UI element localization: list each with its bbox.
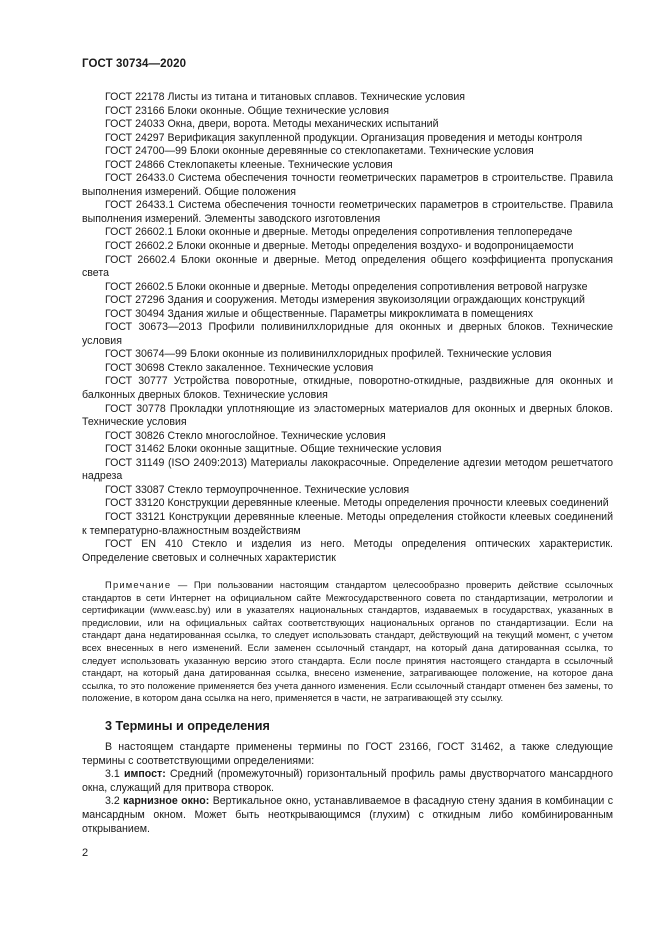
note-paragraph [82,579,613,705]
section-3-body [82,741,613,836]
reference-item: ГОСТ 22178 Листы из титана и титановых сплавов. Технические условия [105,91,466,103]
reference-item: ГОСТ 30826 Стекло многослойное. Технические условия [105,429,386,442]
term-definition [82,768,613,795]
page-number: 2 [82,847,89,859]
references-note [82,579,613,705]
term-definition [82,795,613,836]
term-name: карнизное окно: [123,795,210,808]
reference-item: ГОСТ 26602.4 Блоки оконные и дверные. Метод определения общего коэффициента пропускания света [82,253,613,280]
reference-item: ГОСТ 24297 Верификация закупленной продукции. Организация проведения и методы контроля [105,131,583,144]
reference-item: ГОСТ 30673—2013 Профили поливинилхлоридные для оконных и дверных блоков. Технические условия [82,321,613,347]
reference-item: ГОСТ 30777 Устройства поворотные, откидные, поворотно-откидные, раздвижные для оконных и балконных дверных блоков. Технические условия [82,375,613,402]
reference-item: ГОСТ 26602.5 Блоки оконные и дверные. Методы определения сопротивления ветровой нагрузке [105,280,588,293]
reference-item: ГОСТ 30494 Здания жилые и общественные. Параметры микроклимата в помещениях [105,307,534,320]
section-3-title: 3 Термины и определения [105,719,270,733]
term-number: 3.1 [105,768,120,781]
reference-item: ГОСТ 26433.1 Система обеспечения точности геометрических параметров в строительстве. Правила выполнения измерений. Элементы заводского изготовления [82,199,613,225]
reference-item: ГОСТ 23166 Блоки оконные. Общие технические условия [105,104,389,117]
reference-item: ГОСТ EN 410 Стекло и изделия из него. Методы определения оптических характеристик. Определение световых и солнечных характеристик [82,538,613,564]
section-3-intro: В настоящем стандарте применены термины по ГОСТ 23166, ГОСТ 31462, а также следующие термины с соответствующими определениями: [82,741,613,767]
reference-item: ГОСТ 27296 Здания и сооружения. Методы измерения звукоизоляции ограждающих конструкций [105,294,585,307]
reference-item: ГОСТ 24700—99 Блоки оконные деревянные со стеклопакетами. Технические условия [105,145,534,158]
reference-item: ГОСТ 33087 Стекло термоупрочненное. Технические условия [105,483,410,496]
term-text: Вертикальное окно, устанавливаемое в фасадную стену здания в комбинации с мансардным окном. Может быть неоткрывающимся (глухим) с откидным либо комбинированным открыванием. [82,795,613,835]
reference-item: ГОСТ 31149 (ISO 2409:2013) Материалы лакокрасочные. Определение адгезии методом решетчатого надреза [82,456,613,483]
reference-item: ГОСТ 24866 Стеклопакеты клееные. Технические условия [105,158,393,171]
reference-item: ГОСТ 26602.1 Блоки оконные и дверные. Методы определения сопротивления теплопередаче [105,226,573,239]
reference-item: ГОСТ 26602.2 Блоки оконные и дверные. Методы определения воздухо- и водопроницаемости [105,240,574,253]
reference-item: ГОСТ 24033 Окна, двери, ворота. Методы механических испытаний [105,118,439,131]
reference-item: ГОСТ 31462 Блоки оконные защитные. Общие технические условия [105,443,442,456]
term-number: 3.2 [105,795,120,808]
note-text: — При пользовании настоящим стандартом целесообразно проверить действие ссылочных стандартов в сети Интернет на официальном сайте Межгосударственного совета по стандартизации, метрологии и сертификации (www.easc.by) или в указателях национальных стандартов, издаваемых в государствах, указанных в предисловии, или на официальных сайтах соответствующих национальных органов по стандартизации. Если на стандарт дана недатированная ссылка, то следует использовать стандарт, действующий на текущий момент, с учетом всех внесенных в него изменений. Если заменен ссылочный стандарт, на который дана датированная ссылка, то следует использовать указанную версию этого стандарта. Если после принятия настоящего стандарта в ссылочный стандарт, на который дана датированная ссылка, внесено изменение, затрагивающее положение, на которое дана ссылка, то это положение применяется без учета данного изменения. Если ссылочный стандарт отменен без замены, то положение, в котором дана ссылка на него, применяется в части, не затрагивающей эту ссылку. [82,579,613,704]
reference-item: ГОСТ 30698 Стекло закаленное. Технические условия [105,361,374,374]
reference-item: ГОСТ 26433.0 Система обеспечения точности геометрических параметров в строительстве. Правила выполнения измерений. Общие положения [82,172,613,198]
note-label: Примечание [105,579,172,590]
reference-item: ГОСТ 30778 Прокладки уплотняющие из эластомерных материалов для оконных и дверных блоков. Технические условия [82,402,613,429]
reference-item: ГОСТ 30674—99 Блоки оконные из поливинилхлоридных профилей. Технические условия [105,348,552,361]
term-name: импост: [124,768,166,781]
normative-references-list [82,91,613,565]
reference-item: ГОСТ 33120 Конструкции деревянные клееные. Методы определения прочности клеевых соединений [105,497,609,510]
document-header-code: ГОСТ 30734—2020 [82,58,187,70]
reference-item: ГОСТ 33121 Конструкции деревянные клееные. Методы определения стойкости клеевых соединений к температурно-влажностным воздействиям [82,510,613,537]
term-text: Средний (промежуточный) горизонтальный профиль рамы двустворчатого мансардного окна, служащий для притвора створок. [82,768,613,794]
